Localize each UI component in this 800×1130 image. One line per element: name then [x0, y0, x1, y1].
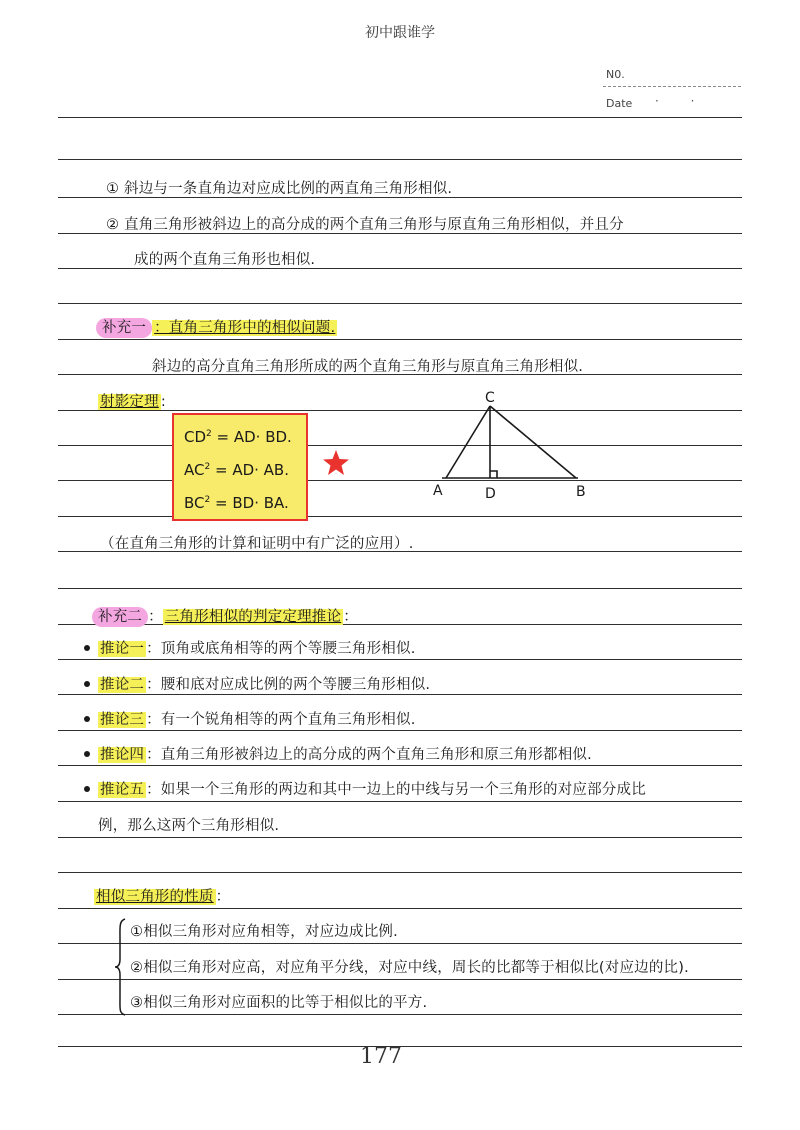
ruled-line: [58, 908, 742, 909]
properties-heading: 相似三角形的性质 ：: [96, 889, 231, 905]
ruled-line: [58, 117, 742, 118]
notebook-no-label: N0.: [606, 68, 625, 81]
corollary-5: 推论五 ：如果一个三角形的两边和其中一边上的中线与另一个三角形的对应部分成比: [100, 782, 646, 798]
list-item-2-line2: 成的两个直角三角形也相似.: [134, 252, 316, 268]
label-c: C: [485, 390, 495, 406]
ruled-line: [58, 872, 742, 873]
label-b: B: [576, 484, 586, 500]
corollary-2-label: 推论二: [100, 677, 145, 693]
theorem-label-wrap: 射影定理 :: [100, 394, 166, 410]
property-2: ②相似三角形对应高，对应角平分线，对应中线，周长的比都等于相似比(对应边的比).: [130, 960, 689, 976]
corollary-4: 推论四 ：直角三角形被斜边上的高分成的两个直角三角形和原三角形都相似.: [100, 747, 592, 763]
curly-brace: [114, 917, 126, 1017]
ruled-line: [58, 730, 742, 731]
ruled-line: [58, 943, 742, 944]
ruled-line: [58, 159, 742, 160]
property-1: ①相似三角形对应角相等，对应边成比例.: [130, 924, 398, 940]
corollary-3: 推论三 ：有一个锐角相等的两个直角三角形相似.: [100, 712, 416, 728]
bullet: [84, 751, 90, 757]
no-dashed-line: [603, 86, 741, 87]
label-d: D: [485, 486, 496, 502]
corollary-5-line2: 例，那么这两个三角形相似.: [98, 818, 280, 834]
list-item-1: ① 斜边与一条直角边对应成比例的两直角三角形相似.: [106, 181, 453, 197]
ruled-line: [58, 837, 742, 838]
side-cb: [490, 406, 576, 478]
page-header-title: 初中跟谁学: [365, 25, 435, 41]
bullet: [84, 786, 90, 792]
projection-theorem-label: 射影定理: [100, 394, 159, 410]
side-ac: [446, 406, 490, 478]
ruled-line: [58, 445, 742, 446]
bullet: [84, 716, 90, 722]
page-number: 177: [360, 1044, 402, 1069]
corollary-4-label: 推论四: [100, 747, 145, 763]
supplement1-title: ：直角三角形中的相似问题.: [154, 320, 336, 336]
corollary-2: 推论二 ：腰和底对应成比例的两个等腰三角形相似.: [100, 677, 431, 693]
bullet: [84, 681, 90, 687]
ruled-line: [58, 339, 742, 340]
notebook-date-label: Date: [606, 97, 633, 110]
ruled-line: [58, 588, 742, 589]
corollary-1-label: 推论一: [100, 641, 145, 657]
supplement2-heading: 补充二 ： 三角形相似的判定定理推论 ：: [92, 605, 358, 626]
ruled-line: [58, 765, 742, 766]
right-angle-mark: [490, 471, 497, 478]
corollary-1: 推论一 ：顶角或底角相等的两个等腰三角形相似.: [100, 641, 416, 657]
ruled-line: [58, 1014, 742, 1015]
corollary-5-label: 推论五: [100, 782, 145, 798]
formula-cd: $CD^2 = AD\cdot$ BD.: [184, 428, 292, 446]
ruled-line: [58, 694, 742, 695]
formula-bc: $BC^2 = BD\cdot$ BA.: [184, 494, 289, 512]
right-triangle-diagram: [428, 388, 598, 503]
triangle-shape: [442, 406, 578, 478]
list-item-2-line1: ② 直角三角形被斜边上的高分成的两个直角三角形与原直角三角形相似，并且分: [106, 217, 624, 233]
ruled-line: [58, 801, 742, 802]
supplement2-title: 三角形相似的判定定理推论: [164, 609, 342, 625]
ruled-line: [58, 979, 742, 980]
ruled-line: [58, 659, 742, 660]
star-icon: [322, 449, 350, 477]
supplement1-label: 补充一: [96, 318, 152, 338]
supplement1-description: 斜边的高分直角三角形所成的两个直角三角形与原直角三角形相似.: [152, 359, 584, 375]
corollary-3-label: 推论三: [100, 712, 145, 728]
formula-box: [172, 413, 308, 521]
ruled-line: [58, 303, 742, 304]
formula-ac: $AC^2 = AD\cdot$ AB.: [184, 461, 289, 479]
supplement1-heading: [96, 316, 337, 337]
application-note: （在直角三角形的计算和证明中有广泛的应用）.: [100, 536, 414, 552]
bullet: [84, 645, 90, 651]
notebook-date-dots: · ·: [655, 94, 709, 108]
ruled-line: [58, 480, 742, 481]
ruled-line: [58, 516, 742, 517]
properties-title: 相似三角形的性质: [96, 889, 214, 905]
label-a: A: [433, 483, 443, 499]
supplement2-label: 补充二: [92, 607, 148, 627]
property-3: ③相似三角形对应面积的比等于相似比的平方.: [130, 995, 428, 1011]
